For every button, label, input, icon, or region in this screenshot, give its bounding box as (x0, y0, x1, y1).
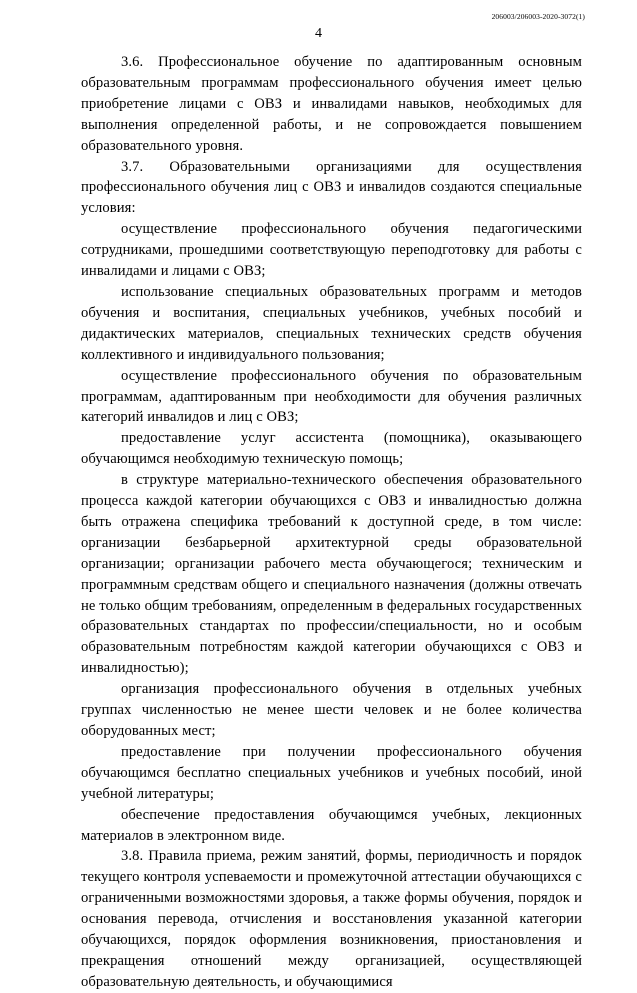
document-id: 206003/206003-2020-3072(1) (491, 12, 585, 21)
list-item: использование специальных образовательных программ и методов обучения и воспитания, специальных учебников, учебных пособий и дидактических материалов, специальных технических средств обучения коллективного и индивидуального пользования; (81, 283, 582, 363)
paragraph-3-6: 3.6. Профессиональное обучение по адаптированным основным образовательным программам профессионального обучения имеет целью приобретение лицами с ОВЗ и инвалидами навыков, необходимых для выполнения определенной работы, и не сопровождается повышением образовательного уровня. (81, 54, 582, 154)
list-item: в структуре материально-технического обеспечения образовательного процесса каждой категории обучающихся с ОВЗ и инвалидностью должна быть отражена специфика требований к доступной среде, в том числе: организации безбарьерной архитектурной среды образовательной организации; организации рабочего места обучающегося; техническим и программным средствам общего и специального назначения (должны отвечать не только общим требованиям, определенным в федеральных государственных образовательных стандартах по профессии/специальности, но и особым образовательным потребностям каждой категории обучающихся с ОВЗ и инвалидностью); (81, 472, 582, 677)
list-item: обеспечение предоставления обучающимся учебных, лекционных материалов в электронном виде. (81, 806, 582, 844)
list-item: организация профессионального обучения в отдельных учебных группах численностью не менее шести человек и не более количества оборудованных мест; (81, 681, 582, 739)
list-item: осуществление профессионального обучения по образовательным программам, адаптированным при необходимости для обучения различных категорий инвалидов и лиц с ОВЗ; (81, 367, 582, 426)
paragraph-3-8: 3.8. Правила приема, режим занятий, формы, периодичность и порядок текущего контроля успеваемости и промежуточной аттестации обучающихся с ограниченными возможностями здоровья, а также формы обучения, порядок и основания перевода, отчисления и восстановления указанной категории обучающихся, порядок оформления возникновения, приостановления и прекращения отношений между организацией, осуществляющей образовательную деятельность, и обучающимися (81, 848, 582, 990)
list-item: предоставление услуг ассистента (помощника), оказывающего обучающимся необходимую техническую помощь; (81, 430, 582, 468)
document-body (81, 52, 582, 993)
page-number: 4 (315, 26, 322, 41)
list-item: осуществление профессионального обучения педагогическими сотрудниками, прошедшими соответствующую переподготовку для работы с инвалидами и лицами с ОВЗ; (81, 221, 582, 280)
paragraph-3-7: 3.7. Образовательными организациями для осуществления профессионального обучения лиц с ОВЗ и инвалидов создаются специальные условия: (81, 158, 582, 217)
list-item: предоставление при получении профессионального обучения обучающимся бесплатно специальных учебников и учебных пособий, иной учебной литературы; (81, 743, 582, 802)
